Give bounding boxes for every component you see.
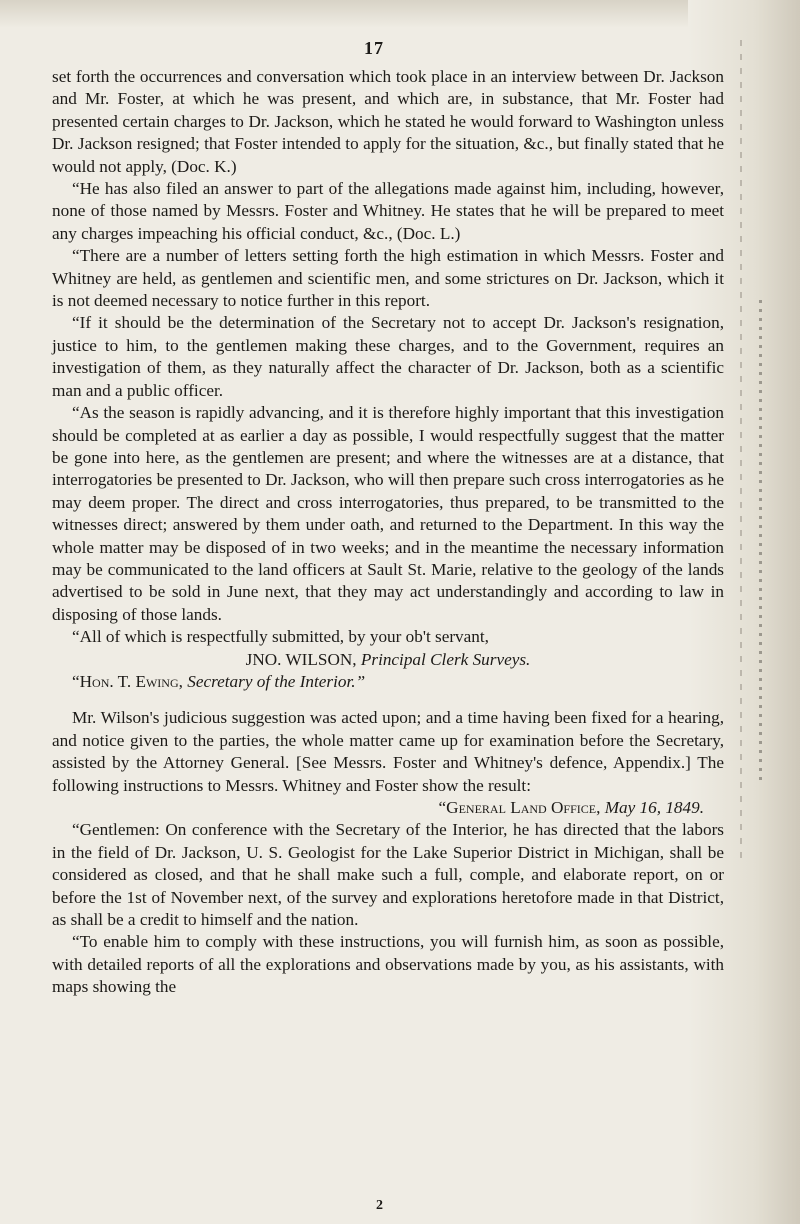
dateline-office: “General Land Office, <box>438 798 601 817</box>
addressee-name: “Hon. T. Ewing, <box>72 671 183 691</box>
dateline-date: May 16, 1849. <box>604 798 704 817</box>
document-page <box>52 66 724 999</box>
paragraph-2: “He has also filed an answer to part of the allegations made against him, including, however, none of those named by Messrs. Foster and Whitney. He states that he will be prepared to meet any charges impeaching his official conduct, &c., (Doc. L.) <box>52 179 724 243</box>
letter-paragraph-2: “To enable him to comply with these instructions, you will furnish him, as soon as possible, with detailed reports of all the explorations and observations made by you, as his assistants, with maps showing the <box>52 932 724 997</box>
page-number: 17 <box>364 38 384 58</box>
signature-name: JNO. WILSON, <box>245 649 357 669</box>
addressee <box>52 671 724 693</box>
paragraph-5: “As the season is rapidly advancing, and it is therefore highly important that this investigation should be completed at as earlier a day as possible, I would respectfully suggest that the matter be gone into here, as the gentlemen are present; and where the witnesses are at a distance, that interrogatories be presented to Dr. Jackson, who will then prepare such cross interrogatories as he may deem proper. The direct and cross interrogatories, thus prepared, to be transmitted to the witnesses direct; answered by them under oath, and returned to the Department. In this way the whole matter may be disposed of in two weeks; and in the meantime the necessary information may be communicated to the land officers at Sault St. Marie, relative to the geology of the lands advertised to be sold in June next, that they may act understandingly and according to law in disposing of those lands. <box>52 403 724 624</box>
paragraph-1: set forth the occurrences and conversation which took place in an interview between Dr. Jackson and Mr. Foster, at which he was present, and which are, in substance, that Mr. Foster had presented certain charges to Dr. Jackson, which he stated he would forward to Washington unless Dr. Jackson resigned; that Foster intended to apply for the situation, &c., but finally stated that he would not apply, (Doc. K.) <box>52 67 724 176</box>
paragraph-3: “There are a number of letters setting forth the high estimation in which Messrs. Foster and Whitney are held, as gentlemen and scientific men, and some strictures on Dr. Jackson, which it is not deemed necessary to notice further in this report. <box>52 246 724 311</box>
letter-paragraph-1: “Gentlemen: On conference with the Secretary of the Interior, he has directed that the labors in the field of Dr. Jackson, U. S. Geologist for the Lake Superior District in Michigan, shall be considered as closed, and that he shall make such a full, comple, and elaborate report, on or before the 1st of November next, of the survey and explorations heretofore made in that District, as shall be a credit to himself and the nation. <box>52 820 724 930</box>
dateline <box>52 797 724 819</box>
paragraph-4: “If it should be the determination of the Secretary not to accept Dr. Jackson's resignation, justice to him, to the gentlemen making these charges, and to the Government, requires an investigation of them, as they naturally affect the character of Dr. Jackson, both as a scientific man and a public officer. <box>52 313 724 400</box>
paragraph-7: Mr. Wilson's judicious suggestion was acted upon; and a time having been fixed for a hearing, and notice given to the parties, the whole matter came up for examination before the Secretary, assisted by the Attorney General. [See Messrs. Foster and Whitney's defence, Appendix.] The following instructions to Messrs. Whitney and Foster show the result: <box>52 708 724 795</box>
signature <box>52 649 724 671</box>
folio-mark: 2 <box>376 1198 383 1213</box>
signature-title: Principal Clerk Surveys. <box>360 649 531 669</box>
paragraph-6: “All of which is respectfully submitted, by your ob't servant, <box>72 627 489 647</box>
scan-shadow-top <box>0 0 800 28</box>
addressee-title: Secretary of the Interior.” <box>187 671 366 691</box>
